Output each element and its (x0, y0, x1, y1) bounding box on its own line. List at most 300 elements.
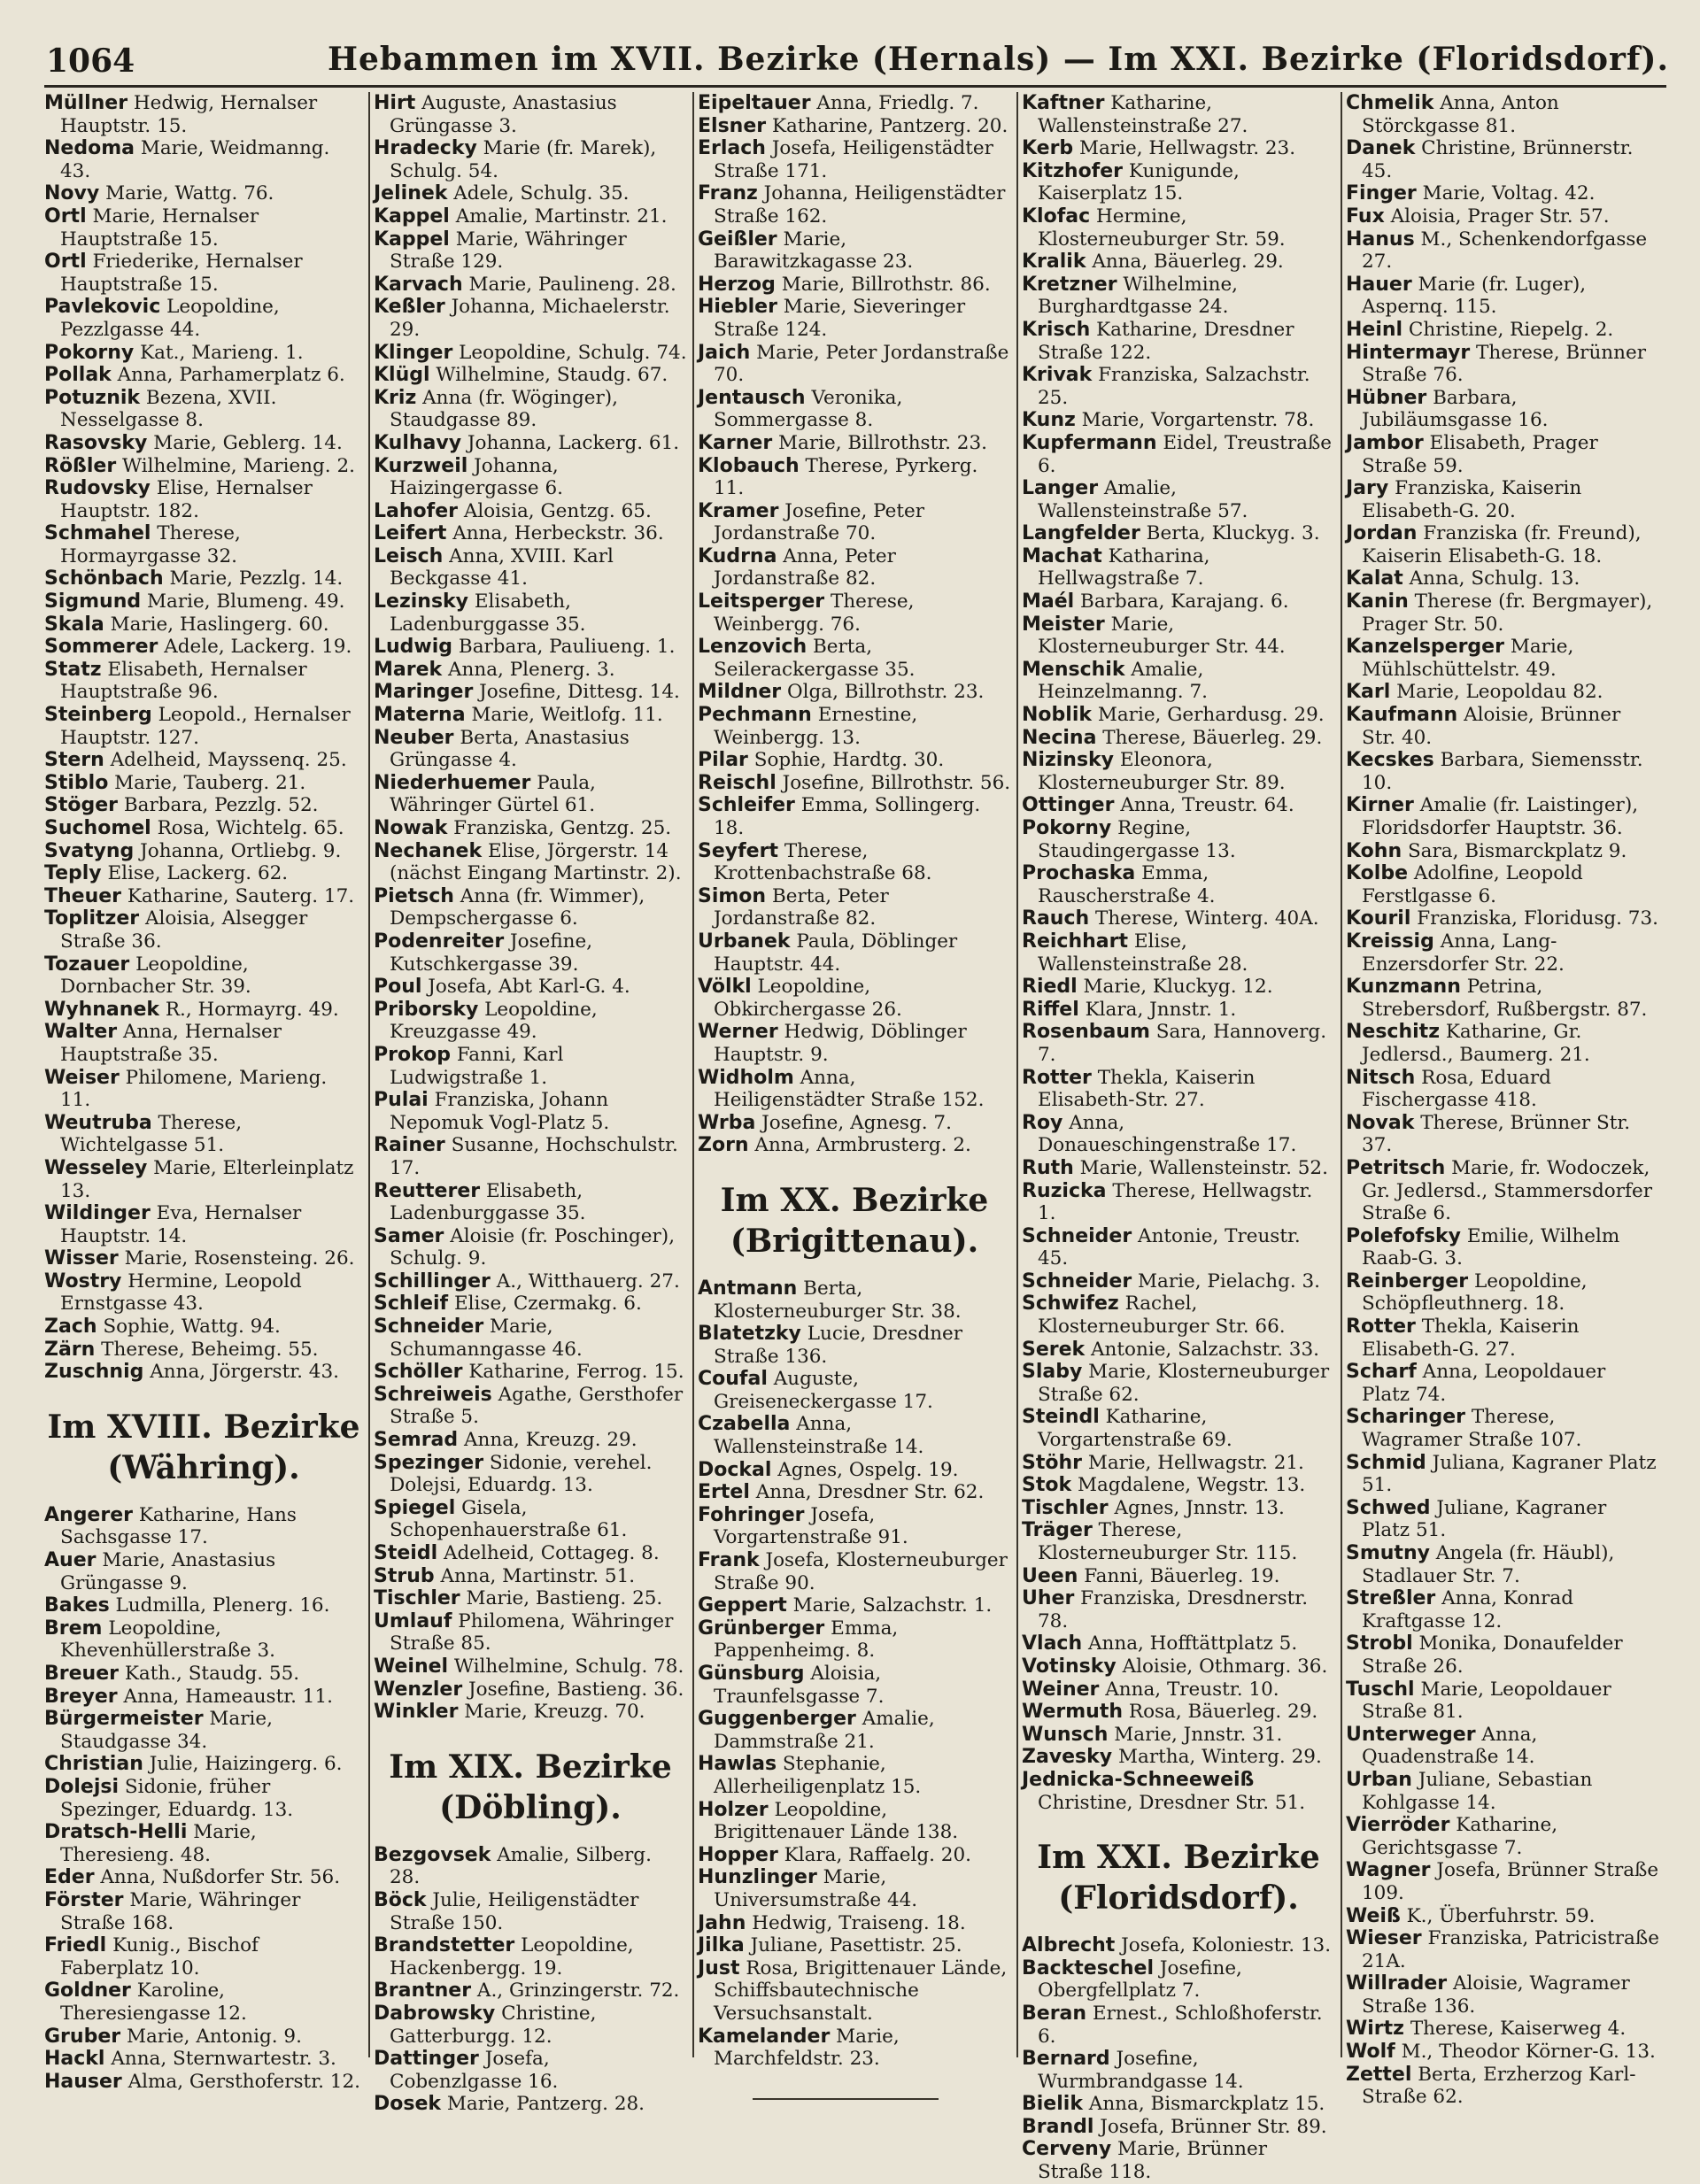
entry-surname: Hiebler (698, 296, 777, 319)
entry-details: Emma, Sollingerg. 18. (714, 794, 981, 839)
entry-surname: Cerveny (1022, 2138, 1112, 2161)
entry-surname: Novy (44, 182, 100, 205)
entry-surname: Hradecky (374, 137, 477, 160)
midwife-entry (1022, 92, 1335, 137)
entry-surname: Jednicka-Schneeweiß (1022, 1768, 1255, 1791)
midwife-entry (698, 1481, 1011, 1504)
entry-surname: Herzog (698, 273, 776, 296)
midwife-entry (1022, 1225, 1335, 1270)
entry-details: Berta, Klosterneuburger Str. 38. (714, 1277, 962, 1323)
midwife-entry (44, 614, 363, 637)
entry-surname: Teply (44, 862, 102, 885)
entry-details: Josefa, Abt Karl-G. 4. (428, 976, 630, 999)
entry-surname: Wrba (698, 1111, 756, 1134)
midwife-entry (1022, 274, 1335, 319)
entry-surname: Czabella (698, 1413, 791, 1436)
midwife-entry (44, 1339, 363, 1362)
midwife-entry (1346, 1497, 1659, 1542)
entry-surname: Grünberger (698, 1617, 825, 1640)
entry-details: Kat., Marieng. 1. (140, 341, 304, 364)
midwife-entry (374, 1610, 687, 1655)
entry-surname: Zorn (698, 1134, 749, 1157)
entry-surname: Hauer (1346, 273, 1412, 296)
midwife-entry (1346, 681, 1659, 704)
midwife-entry (698, 1459, 1011, 1482)
midwife-entry (374, 1180, 687, 1225)
entry-surname: Stok (1022, 1474, 1072, 1497)
midwife-entry (44, 1247, 363, 1270)
entry-details: Aloisie, Othmarg. 36. (1122, 1655, 1328, 1678)
entry-details: Anna, Nußdorfer Str. 56. (100, 1866, 341, 1889)
entry-surname: Scharinger (1346, 1406, 1465, 1429)
midwife-entry (44, 477, 363, 522)
entry-surname: Schwed (1346, 1496, 1431, 1519)
entry-surname: Polefofsky (1346, 1224, 1462, 1247)
entry-surname: Weiner (1022, 1678, 1100, 1701)
entry-details: Anna, Sternwartestr. 3. (111, 2048, 336, 2071)
entry-surname: Pulai (374, 1089, 429, 1112)
entry-surname: Hopper (698, 1843, 778, 1866)
midwife-entry (374, 2048, 687, 2093)
midwife-entry (1346, 1632, 1659, 1678)
midwife-entry (698, 137, 1011, 182)
entry-details: Marie, Hellwagstr. 23. (1079, 137, 1296, 160)
midwife-entry (698, 1021, 1011, 1066)
entry-surname: Jentausch (698, 386, 806, 409)
entry-details: Franziska, Floridusg. 73. (1417, 907, 1658, 930)
entry-surname: Roy (1022, 1111, 1063, 1134)
entry-surname: Jelinek (374, 182, 448, 205)
entry-details: Sara, Hannoverg. 7. (1038, 1021, 1327, 1066)
entry-details: Anna (fr. Wöginger), Staudgasse 89. (390, 386, 618, 432)
entry-surname: Reischl (698, 771, 777, 794)
entry-surname: Weutruba (44, 1111, 152, 1134)
entry-surname: Geißler (698, 228, 777, 251)
entry-details: Leopold., Hernalser Hauptstr. 127. (60, 704, 351, 749)
entry-details: Therese, Hormayrgasse 32. (60, 522, 241, 567)
midwife-entry (698, 1912, 1011, 1935)
entry-details: Berta, Peter Jordanstraße 82. (714, 884, 889, 930)
entry-details: Rachel, Klosterneuburger Str. 66. (1038, 1293, 1286, 1339)
entry-details: Julie, Haizingerg. 6. (149, 1753, 343, 1776)
entry-details: Wilhelmine, Burghardtgasse 24. (1038, 273, 1239, 319)
entry-surname: Wolf (1346, 2041, 1395, 2064)
entry-details: Johanna, Michaelerstr. 29. (390, 296, 670, 341)
entry-surname: Sigmund (44, 590, 142, 614)
midwife-entry (1022, 1679, 1335, 1702)
entry-surname: Finger (1346, 182, 1417, 205)
midwife-entry (1022, 409, 1335, 432)
entry-details: Eidel, Treustraße 6. (1038, 431, 1333, 477)
midwife-entry (1346, 477, 1659, 522)
entry-details: Barbara, Karajang. 6. (1080, 590, 1289, 614)
midwife-entry (374, 1542, 687, 1565)
entry-surname: Wisser (44, 1247, 119, 1270)
entry-surname: Pavlekovic (44, 296, 161, 319)
midwife-entry (1346, 862, 1659, 907)
entry-details: Therese, Winterg. 40A. (1095, 907, 1319, 930)
entry-surname: Rasovsky (44, 431, 148, 454)
midwife-entry (1022, 1519, 1335, 1564)
midwife-entry (1022, 2116, 1335, 2139)
midwife-entry (1022, 1724, 1335, 1747)
midwife-entry (44, 342, 363, 365)
entry-details: Marie, Kreuzg. 70. (464, 1701, 645, 1724)
midwife-entry (1022, 364, 1335, 409)
entry-surname: Menschik (1022, 658, 1125, 681)
entry-details: Katharine, Ferrog. 15. (468, 1361, 684, 1384)
entry-surname: Marek (374, 658, 443, 681)
entry-surname: Krisch (1022, 318, 1091, 341)
entry-details: Josefine, Dittesg. 14. (479, 681, 680, 704)
midwife-entry (374, 1497, 687, 1542)
midwife-entry (698, 1753, 1011, 1798)
entry-details: Leopoldine, Khevenhüllerstraße 3. (60, 1617, 275, 1663)
entry-details: Katharine, Vorgartenstraße 69. (1038, 1406, 1232, 1452)
entry-details: Klara, Raffaelg. 20. (784, 1843, 971, 1866)
entry-surname: Pechmann (698, 704, 812, 727)
entry-details: Therese, Wichtelgasse 51. (60, 1111, 243, 1157)
entry-surname: Erlach (698, 137, 766, 160)
entry-surname: Strobl (1346, 1632, 1413, 1655)
entry-surname: Leitsperger (698, 590, 825, 614)
midwife-entry (44, 455, 363, 478)
entry-surname: Dattinger (374, 2048, 479, 2071)
entry-surname: Schleif (374, 1293, 449, 1316)
entry-surname: Kamelander (698, 2025, 831, 2048)
entry-surname: Toplitzer (44, 907, 140, 930)
midwife-entry (44, 92, 363, 137)
entry-surname: Auer (44, 1549, 97, 1572)
midwife-entry (698, 387, 1011, 432)
entry-details: Leopoldine, Obkirchergasse 26. (714, 976, 902, 1021)
midwife-entry (1022, 614, 1335, 659)
entry-surname: Wagner (1346, 1859, 1431, 1882)
entry-details: Christine, Gatterburgg. 12. (390, 2002, 597, 2048)
entry-surname: Wesseley (44, 1156, 148, 1179)
midwife-entry (1346, 522, 1659, 567)
entry-surname: Maél (1022, 590, 1075, 614)
entry-surname: Pietsch (374, 884, 454, 907)
midwife-entry (1346, 567, 1659, 590)
midwife-entry (44, 1202, 363, 1247)
midwife-entry (1346, 1814, 1659, 1859)
midwife-entry (1022, 1452, 1335, 1475)
entry-details: Juliane, Kagraner Platz 51. (1362, 1496, 1607, 1542)
midwife-entry (374, 1316, 687, 1361)
entry-surname: Lenzovich (698, 636, 808, 659)
entry-surname: Holzer (698, 1798, 769, 1821)
midwife-entry (1022, 1021, 1335, 1066)
entry-surname: Uher (1022, 1587, 1075, 1610)
midwife-entry (44, 1361, 363, 1384)
entry-details: Elisabeth, Ladenburggasse 35. (390, 590, 586, 636)
entry-surname: Backteschel (1022, 1956, 1154, 1979)
entry-surname: Steindl (1022, 1406, 1100, 1429)
midwife-entry (698, 1934, 1011, 1957)
midwife-entry (1022, 704, 1335, 727)
midwife-entry (698, 1504, 1011, 1549)
entry-details: Marie, Blumeng. 49. (146, 590, 345, 614)
midwife-entry (1346, 387, 1659, 432)
entry-details: Berta, Seilerackergasse 35. (714, 636, 916, 681)
entry-surname: Ortl (44, 251, 87, 274)
entry-surname: Kirner (1346, 794, 1414, 817)
entry-details: Philomene, Marieng. 11. (60, 1066, 328, 1112)
midwife-entry (1022, 1565, 1335, 1588)
entry-details: Elise, Czermakg. 6. (453, 1293, 642, 1316)
midwife-entry (374, 364, 687, 387)
midwife-entry (1022, 1112, 1335, 1157)
entry-details: Wilhelmine, Staudg. 67. (436, 364, 668, 387)
entry-surname: Nedoma (44, 137, 135, 160)
entry-details: Marie, Antonig. 9. (126, 2025, 302, 2048)
entry-details: A., Witthauerg. 27. (496, 1269, 680, 1293)
entry-details: Fanni, Bäuerleg. 19. (1084, 1564, 1280, 1587)
entry-surname: Weiß (1346, 1904, 1401, 1927)
directory-columns (44, 92, 1666, 2184)
entry-details: Marie, Gerhardusg. 29. (1097, 704, 1325, 727)
midwife-entry (1022, 1934, 1335, 1957)
entry-details: Marie, Barawitzkagasse 23. (714, 228, 914, 274)
midwife-entry (374, 500, 687, 523)
entry-details: Franziska, Gentzg. 25. (453, 817, 672, 839)
page-number: 1064 (46, 42, 135, 80)
midwife-entry (1346, 1406, 1659, 1451)
entry-surname: Brem (44, 1617, 103, 1640)
entry-surname: Brantner (374, 1979, 472, 2003)
midwife-entry (1022, 976, 1335, 999)
midwife-entry (374, 1979, 687, 2003)
entry-surname: Heinl (1346, 318, 1403, 341)
entry-surname: Dockal (698, 1458, 772, 1481)
entry-surname: Novak (1346, 1111, 1415, 1134)
midwife-entry (698, 636, 1011, 681)
entry-surname: Scharf (1346, 1361, 1417, 1384)
entry-surname: Rotter (1346, 1316, 1416, 1339)
district-heading: Im XIX. Bezirke (Döbling). (389, 1748, 672, 1826)
entry-details: Anna, Bäuerleg. 29. (1092, 251, 1284, 274)
entry-details: Leopoldine, Dornbacher Str. 39. (60, 953, 251, 999)
entry-surname: Materna (374, 704, 466, 727)
entry-details: Rosa, Eduard Fischergasse 418. (1362, 1066, 1551, 1112)
midwife-entry (1346, 92, 1659, 137)
midwife-entry (698, 1617, 1011, 1663)
entry-surname: Rosenbaum (1022, 1021, 1150, 1044)
entry-surname: Rauch (1022, 907, 1090, 930)
midwife-entry (1022, 999, 1335, 1022)
entry-details: Rosa, Wichtelg. 65. (157, 817, 344, 839)
entry-details: Juliana, Kagraner Platz 51. (1362, 1451, 1657, 1497)
entry-surname: Ueen (1022, 1564, 1078, 1587)
entry-details: Therese, Kaiserweg 4. (1410, 2018, 1627, 2041)
entry-details: Marie, Billrothstr. 86. (781, 273, 991, 296)
entry-details: Hedwig, Hernalser Hauptstr. 15. (60, 92, 318, 137)
entry-surname: Ertel (698, 1481, 750, 1504)
entry-details: Barbara, Pezzlg. 52. (123, 794, 319, 817)
midwife-entry (1346, 636, 1659, 681)
entry-surname: Zettel (1346, 2063, 1412, 2086)
midwife-entry (374, 659, 687, 682)
midwife-entry (44, 205, 363, 251)
entry-details: Marie, Mühlschüttelstr. 49. (1362, 636, 1574, 681)
midwife-entry (1022, 907, 1335, 930)
entry-details: Stephanie, Allerheiligenplatz 15. (714, 1753, 922, 1798)
entry-surname: Spezinger (374, 1451, 484, 1474)
entry-details: Anna, Lang-Enzersdorfer Str. 22. (1362, 930, 1565, 976)
entry-surname: Kanzelsperger (1346, 636, 1504, 659)
column-1 (44, 92, 368, 2093)
entry-details: Susanne, Hochschulstr. 17. (390, 1134, 678, 1179)
entry-surname: Schmid (1346, 1451, 1426, 1474)
midwife-entry (1022, 1339, 1335, 1362)
midwife-entry (374, 1701, 687, 1724)
entry-details: Juliane, Sebastian Kohlgasse 14. (1362, 1768, 1593, 1814)
entry-surname: Zach (44, 1316, 97, 1339)
midwife-entry (1346, 840, 1659, 863)
footer-rule (753, 2098, 939, 2100)
entry-details: Rosa, Bäuerleg. 29. (1128, 1701, 1318, 1724)
entry-surname: Breuer (44, 1663, 119, 1685)
entry-surname: Keßler (374, 296, 445, 319)
column-5 (1341, 92, 1665, 2109)
midwife-entry (1346, 1270, 1659, 1316)
district-heading: Im XVIII. Bezirke (Währing). (47, 1408, 360, 1486)
entry-surname: Bielik (1022, 2093, 1083, 2116)
entry-details: Barbara, Pauliueng. 1. (458, 636, 676, 659)
midwife-entry (1022, 1701, 1335, 1724)
entry-surname: Antmann (698, 1277, 798, 1300)
entry-details: Therese (fr. Bergmayer), Prager Str. 50. (1362, 590, 1653, 636)
entry-surname: Hirt (374, 92, 416, 114)
midwife-entry (1346, 907, 1659, 930)
entry-surname: Kappel (374, 228, 450, 251)
entry-surname: Günsburg (698, 1663, 805, 1685)
midwife-entry (1346, 1112, 1659, 1157)
midwife-entry (44, 296, 363, 341)
midwife-entry (374, 545, 687, 590)
midwife-entry (1346, 1859, 1659, 1904)
entry-surname: Wildinger (44, 1202, 151, 1225)
entry-surname: Semrad (374, 1429, 459, 1452)
midwife-entry (698, 115, 1011, 138)
midwife-entry (1346, 1316, 1659, 1361)
midwife-entry (44, 182, 363, 205)
midwife-entry (698, 274, 1011, 297)
entry-surname: Wirtz (1346, 2018, 1404, 2041)
entry-surname: Just (698, 1956, 740, 1979)
entry-details: Leopoldine, Kreuzgasse 49. (390, 998, 598, 1044)
entry-surname: Urbanek (698, 930, 791, 953)
entry-details: Thekla, Kaiserin Elisabeth-G. 27. (1362, 1316, 1580, 1361)
entry-surname: Tuschl (1346, 1678, 1415, 1701)
entry-details: Marie, Währinger Straße 168. (60, 1888, 301, 1934)
entry-details: Marie, Vorgartenstr. 78. (1081, 409, 1315, 432)
entry-surname: Förster (44, 1888, 124, 1911)
entry-surname: Nitsch (1346, 1066, 1416, 1089)
entry-details: Marie, Brünner Straße 118. (1038, 2138, 1268, 2184)
entry-details: M., Theodor Körner-G. 13. (1401, 2041, 1656, 2064)
entry-surname: Streßler (1346, 1587, 1436, 1610)
midwife-entry (1022, 545, 1335, 590)
entry-details: Marie, Anastasius Grüngasse 9. (60, 1549, 276, 1594)
entry-details: Hermine, Klosterneuburger Str. 59. (1038, 205, 1286, 251)
running-head: Hebammen im XVII. Bezirke (Hernals) — Im XXI. Bezirke (Floridsdorf). (328, 41, 1669, 78)
midwife-entry (44, 1021, 363, 1066)
midwife-entry (374, 205, 687, 228)
entry-details: Anna, Jörgerstr. 43. (150, 1361, 339, 1384)
entry-details: Marie (fr. Luger), Aspernq. 115. (1362, 273, 1587, 319)
entry-details: Aloisia, Gentzg. 65. (463, 499, 652, 522)
district-heading: Im XXI. Bezirke (Floridsdorf). (1037, 1839, 1320, 1918)
entry-details: Marie, Klosterneuburger Straße 62. (1038, 1361, 1330, 1406)
midwife-entry (1346, 1361, 1659, 1406)
entry-surname: Prokop (374, 1043, 451, 1066)
entry-details: Therese, Beheimg. 55. (101, 1338, 319, 1361)
entry-details: Berta, Kluckyg. 3. (1146, 522, 1320, 545)
entry-surname: Müllner (44, 92, 128, 114)
entry-details: Hedwig, Traiseng. 18. (752, 1911, 966, 1934)
entry-surname: Schillinger (374, 1269, 491, 1293)
midwife-entry (1346, 704, 1659, 749)
midwife-entry (1022, 2093, 1335, 2116)
midwife-entry (1022, 160, 1335, 205)
entry-surname: Kaufmann (1346, 704, 1458, 727)
entry-details: Agnes, Ospelg. 19. (777, 1458, 959, 1481)
midwife-entry (1022, 930, 1335, 976)
entry-details: Agathe, Gersthofer Straße 5. (390, 1383, 684, 1429)
entry-details: Antonie, Treustr. 45. (1038, 1224, 1301, 1270)
entry-details: Anna, Quadenstraße 14. (1362, 1723, 1538, 1769)
entry-surname: Prochaska (1022, 862, 1136, 885)
entry-details: Anna, XVIII. Karl Beckgasse 41. (390, 544, 614, 590)
midwife-entry (1022, 2138, 1335, 2183)
entry-surname: Elsner (698, 114, 767, 137)
midwife-entry (374, 976, 687, 999)
entry-surname: Bürgermeister (44, 1708, 204, 1731)
entry-details: Aloisia, Alsegger Straße 36. (60, 907, 308, 953)
entry-surname: Potuznik (44, 386, 141, 409)
entry-surname: Pollak (44, 364, 112, 387)
midwife-entry (44, 137, 363, 182)
entry-surname: Ruth (1022, 1156, 1074, 1179)
midwife-entry (44, 387, 363, 432)
entry-surname: Klofac (1022, 205, 1091, 228)
midwife-entry (44, 2048, 363, 2071)
midwife-entry (44, 1067, 363, 1112)
entry-surname: Brandstetter (374, 1934, 515, 1957)
entry-details: Regine, Staudingergasse 13. (1038, 817, 1236, 862)
midwife-entry (1346, 2018, 1659, 2041)
entry-details: Wilhelmine, Schulg. 78. (453, 1655, 684, 1678)
entry-details: Marie, Sieveringer Straße 124. (714, 296, 966, 341)
entry-details: Josefa, Heiligenstädter Straße 171. (714, 137, 993, 182)
midwife-entry (44, 704, 363, 749)
entry-details: Elise, Jörgerstr. 14 (nächst Eingang Martinstr. 2). (390, 839, 682, 885)
entry-surname: Coufal (698, 1368, 768, 1391)
entry-details: Anna, Treustr. 10. (1105, 1678, 1279, 1701)
entry-details: Franziska, Patricistraße 21A. (1362, 1927, 1659, 1972)
entry-details: R., Hormayrg. 49. (165, 998, 339, 1021)
entry-details: Marie, Pielachg. 3. (1138, 1269, 1321, 1293)
midwife-entry (374, 1225, 687, 1270)
entry-surname: Albrecht (1022, 1934, 1116, 1957)
entry-surname: Dosek (374, 2093, 442, 2116)
entry-surname: Neuber (374, 726, 454, 749)
entry-surname: Breyer (44, 1685, 118, 1708)
entry-details: Paula, Währinger Gürtel 61. (390, 771, 596, 817)
entry-surname: Pokorny (44, 341, 135, 364)
